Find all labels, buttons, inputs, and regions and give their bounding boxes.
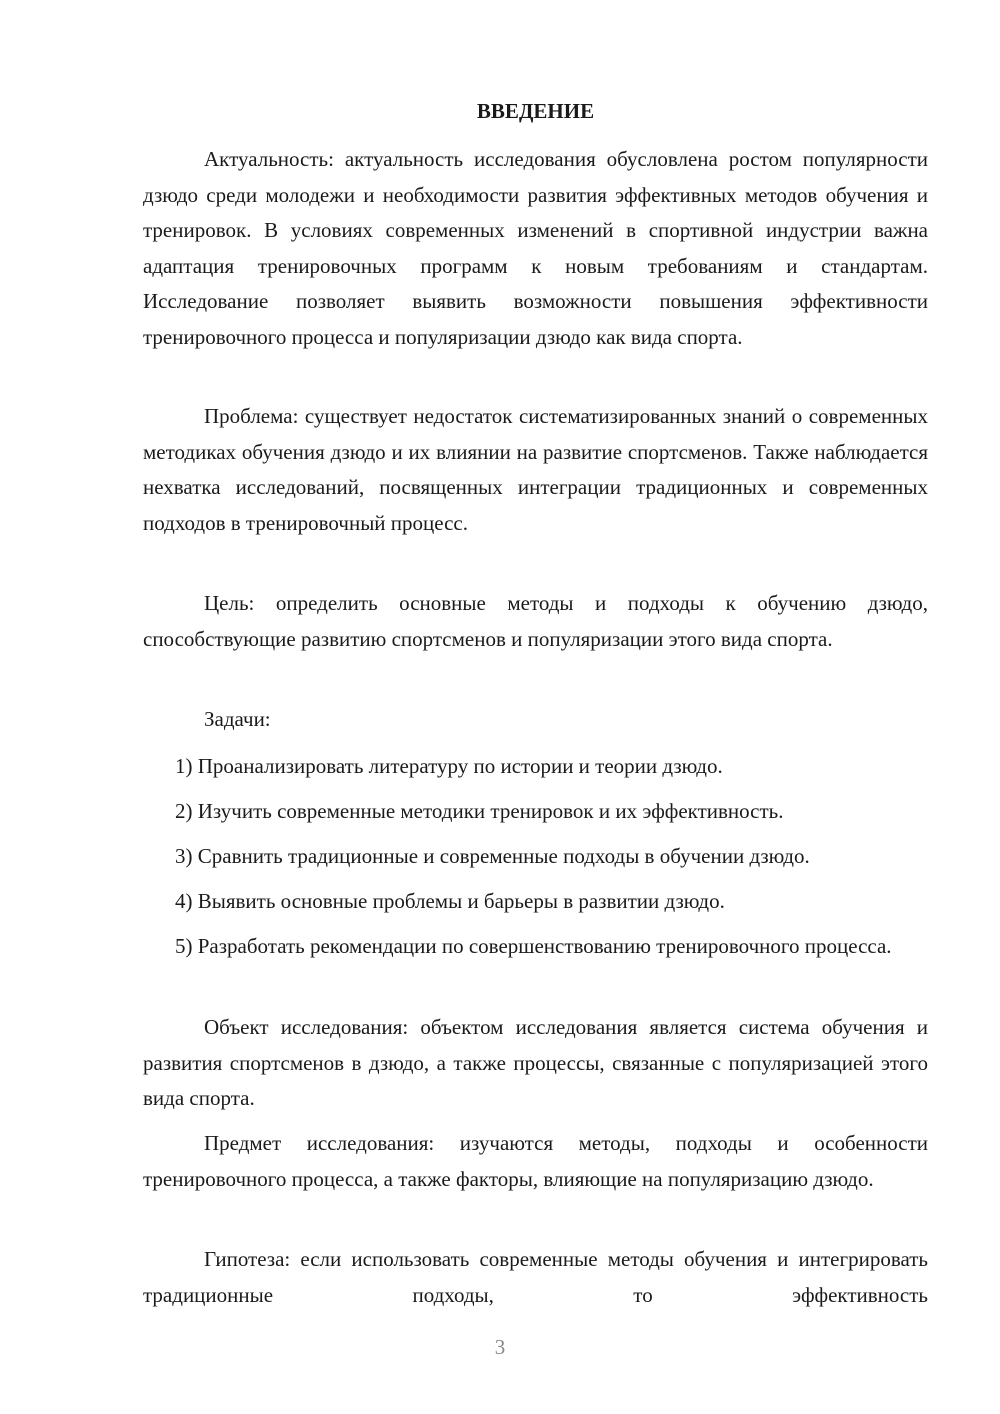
goal-paragraph: Цель: определить основные методы и подходы к обучению дзюдо, способствующие развитию спортсменов и популяризации этого вида спорта. — [143, 591, 928, 651]
task-item-4: 4) Выявить основные проблемы и барьеры в развитии дзюдо. — [175, 889, 725, 913]
object-paragraph: Объект исследования: объектом исследования является система обучения и развития спортсменов в дзюдо, а также процессы, связанные с популяризацией этого вида спорта. — [143, 1015, 928, 1110]
task-item-2: 2) Изучить современные методики тренировок и их эффективность. — [175, 799, 784, 823]
tasks-heading: Задачи: — [204, 707, 271, 731]
task-item-5: 5) Разработать рекомендации по совершенствованию тренировочного процесса. — [175, 934, 892, 958]
task-item-1: 1) Проанализировать литературу по истории и теории дзюдо. — [175, 754, 723, 778]
relevance-paragraph: Актуальность: актуальность исследования обусловлена ростом популярности дзюдо среди молодежи и необходимости развития эффективных методов обучения и тренировок. В условиях современных изменений в спортивной индустрии важна адаптация тренировочных программ к новым требованиям и стандартам. Исследование позволяет выявить возможности повышения эффективности тренировочного процесса и популяризации дзюдо как вида спорта. — [143, 147, 928, 349]
page-title: ВВЕДЕНИЕ — [476, 99, 595, 123]
subject-paragraph: Предмет исследования: изучаются методы, подходы и особенности тренировочного процесса, а также факторы, влияющие на популяризацию дзюдо. — [143, 1131, 928, 1191]
page-number: 3 — [494, 1335, 506, 1359]
hypothesis-paragraph: Гипотеза: если использовать современные методы обучения и интегрировать традиционные подходы, то эффективность — [143, 1247, 928, 1307]
task-item-3: 3) Сравнить традиционные и современные подходы в обучении дзюдо. — [175, 844, 810, 868]
problem-paragraph: Проблема: существует недостаток систематизированных знаний о современных методиках обучения дзюдо и их влиянии на развитие спортсменов. Также наблюдается нехватка исследований, посвященных интеграции традиционных и современных подходов в тренировочный процесс. — [143, 404, 928, 535]
